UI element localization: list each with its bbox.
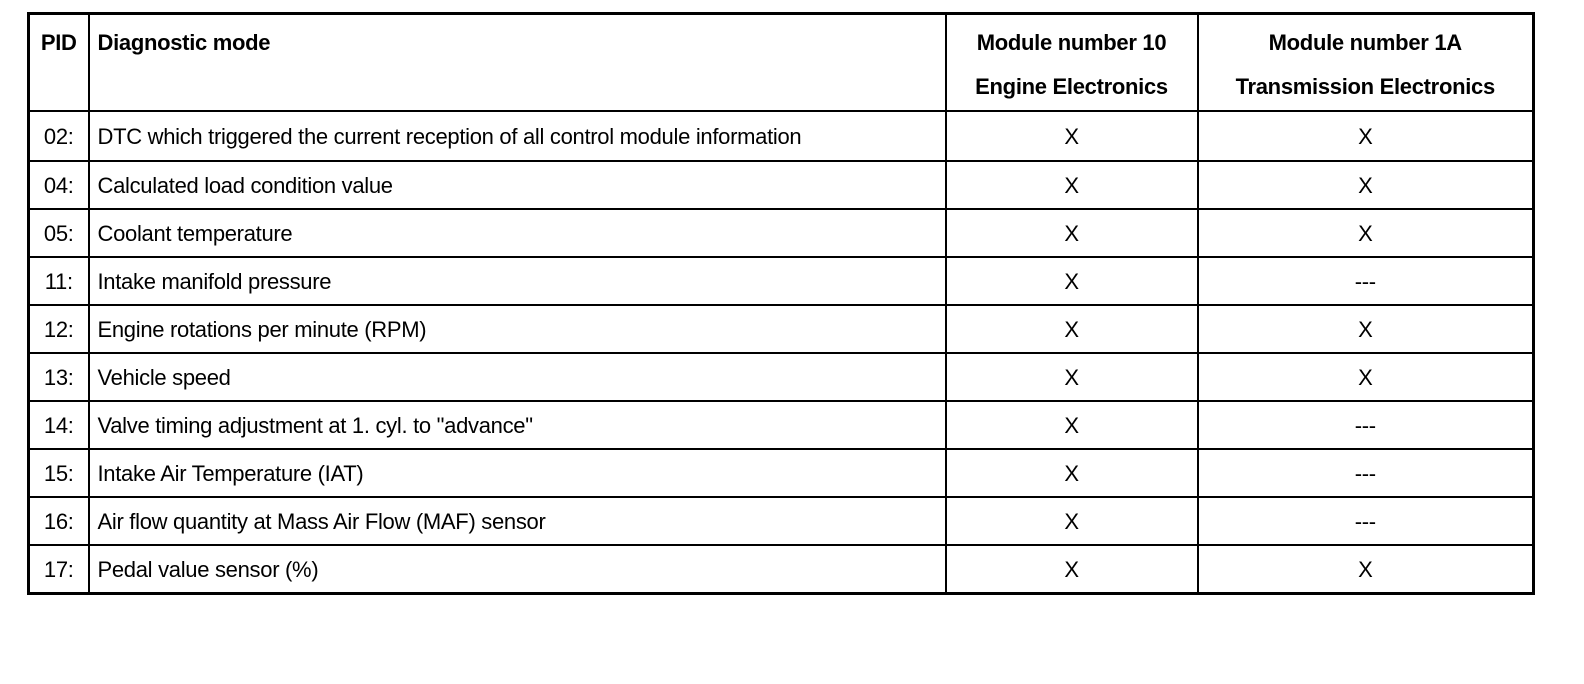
row-engine-mark: X [946, 161, 1198, 209]
header-module-10 [946, 14, 1198, 112]
table-row [29, 111, 1534, 161]
row-transmission-mark: --- [1198, 449, 1534, 497]
row-pid: 04: [29, 161, 89, 209]
module-1a-title: Module number 1A [1268, 30, 1462, 55]
row-pid: 13: [29, 353, 89, 401]
row-mode: Vehicle speed [89, 353, 946, 401]
row-engine-mark: X [946, 209, 1198, 257]
row-transmission-mark: --- [1198, 497, 1534, 545]
row-transmission-mark: X [1198, 161, 1534, 209]
row-pid: 14: [29, 401, 89, 449]
row-pid: 17: [29, 545, 89, 594]
row-transmission-mark: X [1198, 353, 1534, 401]
row-transmission-mark: X [1198, 305, 1534, 353]
row-transmission-mark: --- [1198, 401, 1534, 449]
row-engine-mark: X [946, 257, 1198, 305]
row-pid: 05: [29, 209, 89, 257]
header-row [29, 14, 1534, 112]
row-engine-mark: X [946, 353, 1198, 401]
module-10-title: Module number 10 [976, 30, 1167, 55]
row-pid: 15: [29, 449, 89, 497]
row-engine-mark: X [946, 497, 1198, 545]
row-engine-mark: X [946, 305, 1198, 353]
header-diagnostic-mode: Diagnostic mode [89, 14, 946, 112]
row-pid: 16: [29, 497, 89, 545]
row-pid: 02: [29, 111, 89, 161]
row-mode: DTC which triggered the current reception of all control module information [89, 111, 946, 161]
row-transmission-mark: --- [1198, 257, 1534, 305]
table-row [29, 545, 1534, 594]
row-transmission-mark: X [1198, 111, 1534, 161]
module-1a-subtitle: Transmission Electronics [1235, 74, 1495, 99]
header-pid: PID [29, 14, 89, 112]
row-engine-mark: X [946, 545, 1198, 594]
row-mode: Engine rotations per minute (RPM) [89, 305, 946, 353]
row-mode: Coolant temperature [89, 209, 946, 257]
row-transmission-mark: X [1198, 209, 1534, 257]
row-engine-mark: X [946, 401, 1198, 449]
row-mode: Calculated load condition value [89, 161, 946, 209]
row-transmission-mark: X [1198, 545, 1534, 594]
table-row [29, 257, 1534, 305]
module-10-subtitle: Engine Electronics [975, 74, 1168, 99]
row-mode: Valve timing adjustment at 1. cyl. to "advance" [89, 401, 946, 449]
header-module-1a [1198, 14, 1534, 112]
table-row [29, 401, 1534, 449]
pid-support-table [27, 12, 1535, 595]
row-mode: Pedal value sensor (%) [89, 545, 946, 594]
table-row [29, 497, 1534, 545]
row-pid: 12: [29, 305, 89, 353]
row-engine-mark: X [946, 449, 1198, 497]
table-row [29, 209, 1534, 257]
table-row [29, 161, 1534, 209]
row-pid: 11: [29, 257, 89, 305]
row-mode: Intake Air Temperature (IAT) [89, 449, 946, 497]
row-mode: Intake manifold pressure [89, 257, 946, 305]
table-row [29, 305, 1534, 353]
row-engine-mark: X [946, 111, 1198, 161]
table-row [29, 353, 1534, 401]
row-mode: Air flow quantity at Mass Air Flow (MAF) sensor [89, 497, 946, 545]
table-row [29, 449, 1534, 497]
